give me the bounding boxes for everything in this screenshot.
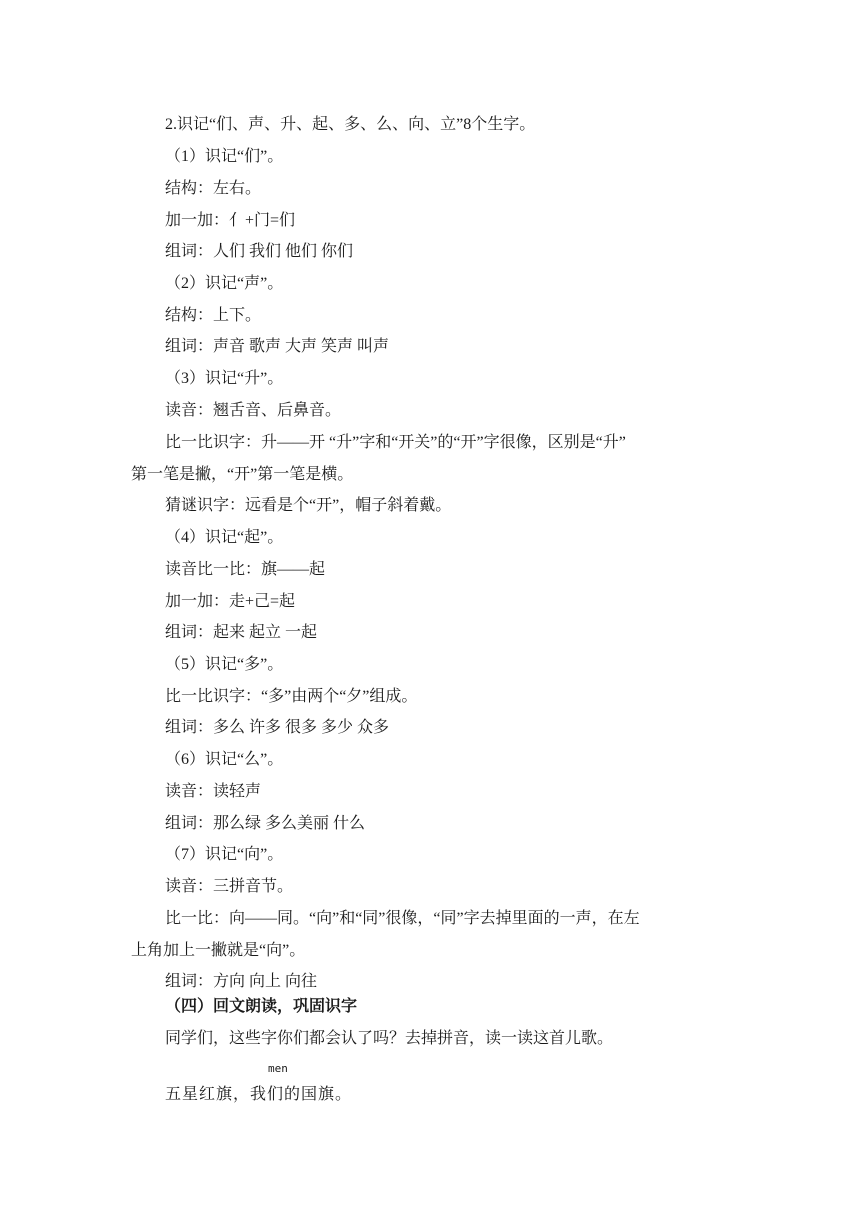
pronunciation-line: 读音：翘舌音、后鼻音。 [165,402,342,419]
compare-line-cont: 上角加上一撇就是“向”。 [131,942,306,959]
pronunciation-compare-line: 读音比一比：旗——起 [165,561,326,578]
riddle-line: 猜谜识字：远看是个“开”，帽子斜着戴。 [165,497,452,514]
structure-line: 结构：左右。 [165,180,262,197]
section-heading: （4）识记“起”。 [165,529,284,546]
add-line: 加一加：亻+门=们 [165,212,296,229]
part-heading: （四）回文朗读，巩固识字 [165,998,358,1015]
words-line: 组词：那么绿 多么美丽 什么 [165,815,366,832]
words-line: 组词：方向 向上 向往 [165,973,318,990]
poem-line: 五星红旗，我们的国旗。 [165,1084,353,1103]
compare-line: 比一比识字：升——开 “升”字和“开关”的“开”字很像，区别是“升” [165,434,626,451]
part-intro: 同学们，这些字你们都会认了吗？去掉拼音，读一读这首儿歌。 [165,1030,614,1047]
pronunciation-line: 读音：读轻声 [165,783,262,800]
add-line: 加一加：走+己=起 [165,593,296,610]
compare-line: 比一比识字：“多”由两个“夕”组成。 [165,688,418,705]
section-heading: （2）识记“声”。 [165,275,284,292]
compare-line: 比一比：向——同。“向”和“同”很像，“同”字去掉里面的一声，在左 [165,910,640,927]
item-title: 2.识记“们、声、升、起、多、么、向、立”8个生字。 [165,116,536,133]
section-heading: （5）识记“多”。 [165,656,284,673]
section-heading: （7）识记“向”。 [165,846,284,863]
words-line: 组词：声音 歌声 大声 笑声 叫声 [165,338,390,355]
section-heading: （6）识记“么”。 [165,751,284,768]
structure-line: 结构：上下。 [165,307,262,324]
section-heading: （3）识记“升”。 [165,370,284,387]
compare-line-cont: 第一笔是撇，“开”第一笔是横。 [131,466,354,483]
words-line: 组词：人们 我们 他们 你们 [165,243,354,260]
words-line: 组词：起来 起立 一起 [165,624,318,641]
section-heading: （1）识记“们”。 [165,148,284,165]
words-line: 组词：多么 许多 很多 多少 众多 [165,719,390,736]
pinyin-annotation: men [268,1062,288,1075]
pronunciation-line: 读音：三拼音节。 [165,878,294,895]
